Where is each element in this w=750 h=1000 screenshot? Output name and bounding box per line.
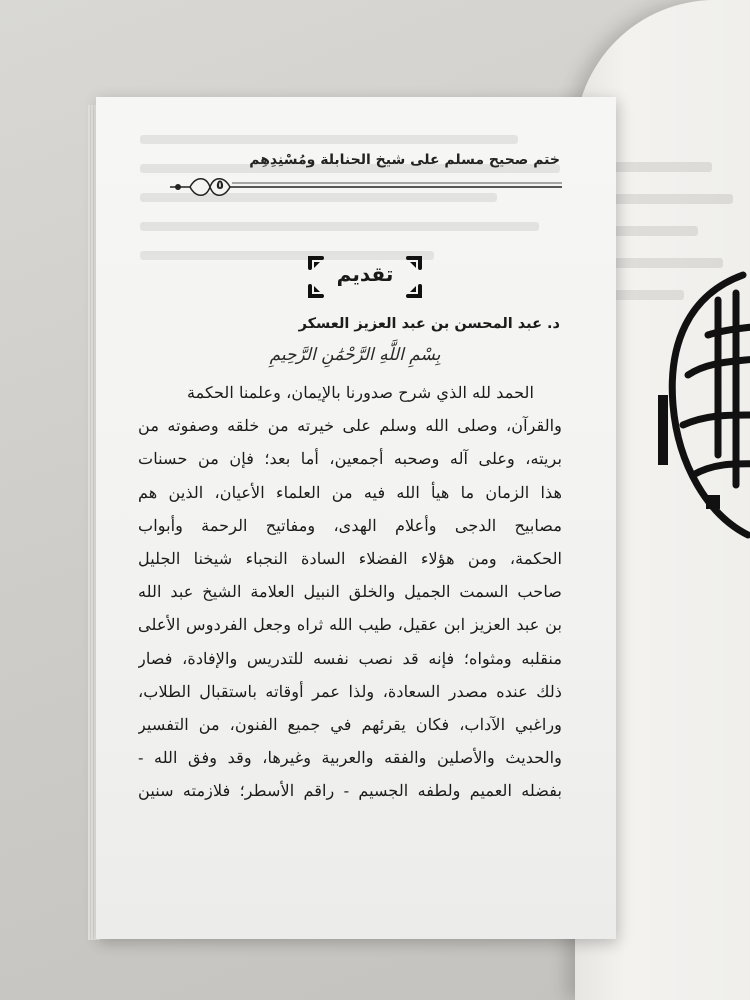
body-line: مصابيح الدجى وأعلام الهدى، ومفاتيح الرحمة وأبواب <box>138 515 562 535</box>
author-name: د. عبد المحسن بن عبد العزيز العسكر <box>298 316 560 332</box>
body-line: صاحب السمت الجميل والخلق النبيل العلامة الشيخ عبد الله <box>138 582 562 602</box>
section-title: تقديم <box>336 262 394 286</box>
body-line: الحكمة، ومن هؤلاء الفضلاء السادة النجباء شيخنا الجليل <box>138 548 562 568</box>
calligraphy-seal-icon <box>648 255 750 555</box>
body-line: الحمد لله الذي شرح صدورنا بالإيمان، وعلمنا الحكمة <box>186 383 534 402</box>
body-line: منقلبه ومثواه؛ فإنه قد نصب نفسه للتدريس والإفادة، فصار <box>138 648 562 668</box>
body-text <box>138 376 562 807</box>
basmala: بِسْمِ اللَّهِ الرَّحْمَٰنِ الرَّحِيمِ <box>269 345 441 365</box>
body-line: بفضله العميم ولطفه الجسيم - راقم الأسطر؛ فلازمته سنين <box>138 781 562 801</box>
body-line: والحديث والأصلين والفقه والعربية وغيرها، وقد وفق الله - <box>138 748 562 768</box>
page-number: ٥ <box>216 178 224 193</box>
body-line: بريته، وعلى آله وصحبه أجمعين، أما بعد؛ فإن من حسنات <box>138 449 562 469</box>
body-line: والقرآن، وصلى الله وسلم على خيرته من خلقه وصفوته من <box>138 416 562 436</box>
running-title: ختم صحيح مسلم على شيخ الحنابلة ومُسْنِدِهِم <box>249 152 560 168</box>
body-line: بن عبد العزيز ابن عقيل، طيب الله ثراه وجعل الفردوس الأعلى <box>138 615 562 635</box>
body-line: وراغبي الآداب، فكان يقرئهم في جميع الفنون، من التفسير <box>138 714 562 734</box>
body-line: هذا الزمان ما هيأ الله فيه من العلماء الأعيان، الذين هم <box>138 482 562 502</box>
body-line: ذلك عنده مصدر السعادة، ولذا عمر أوقاته باستقبال الطلاب، <box>138 681 562 701</box>
